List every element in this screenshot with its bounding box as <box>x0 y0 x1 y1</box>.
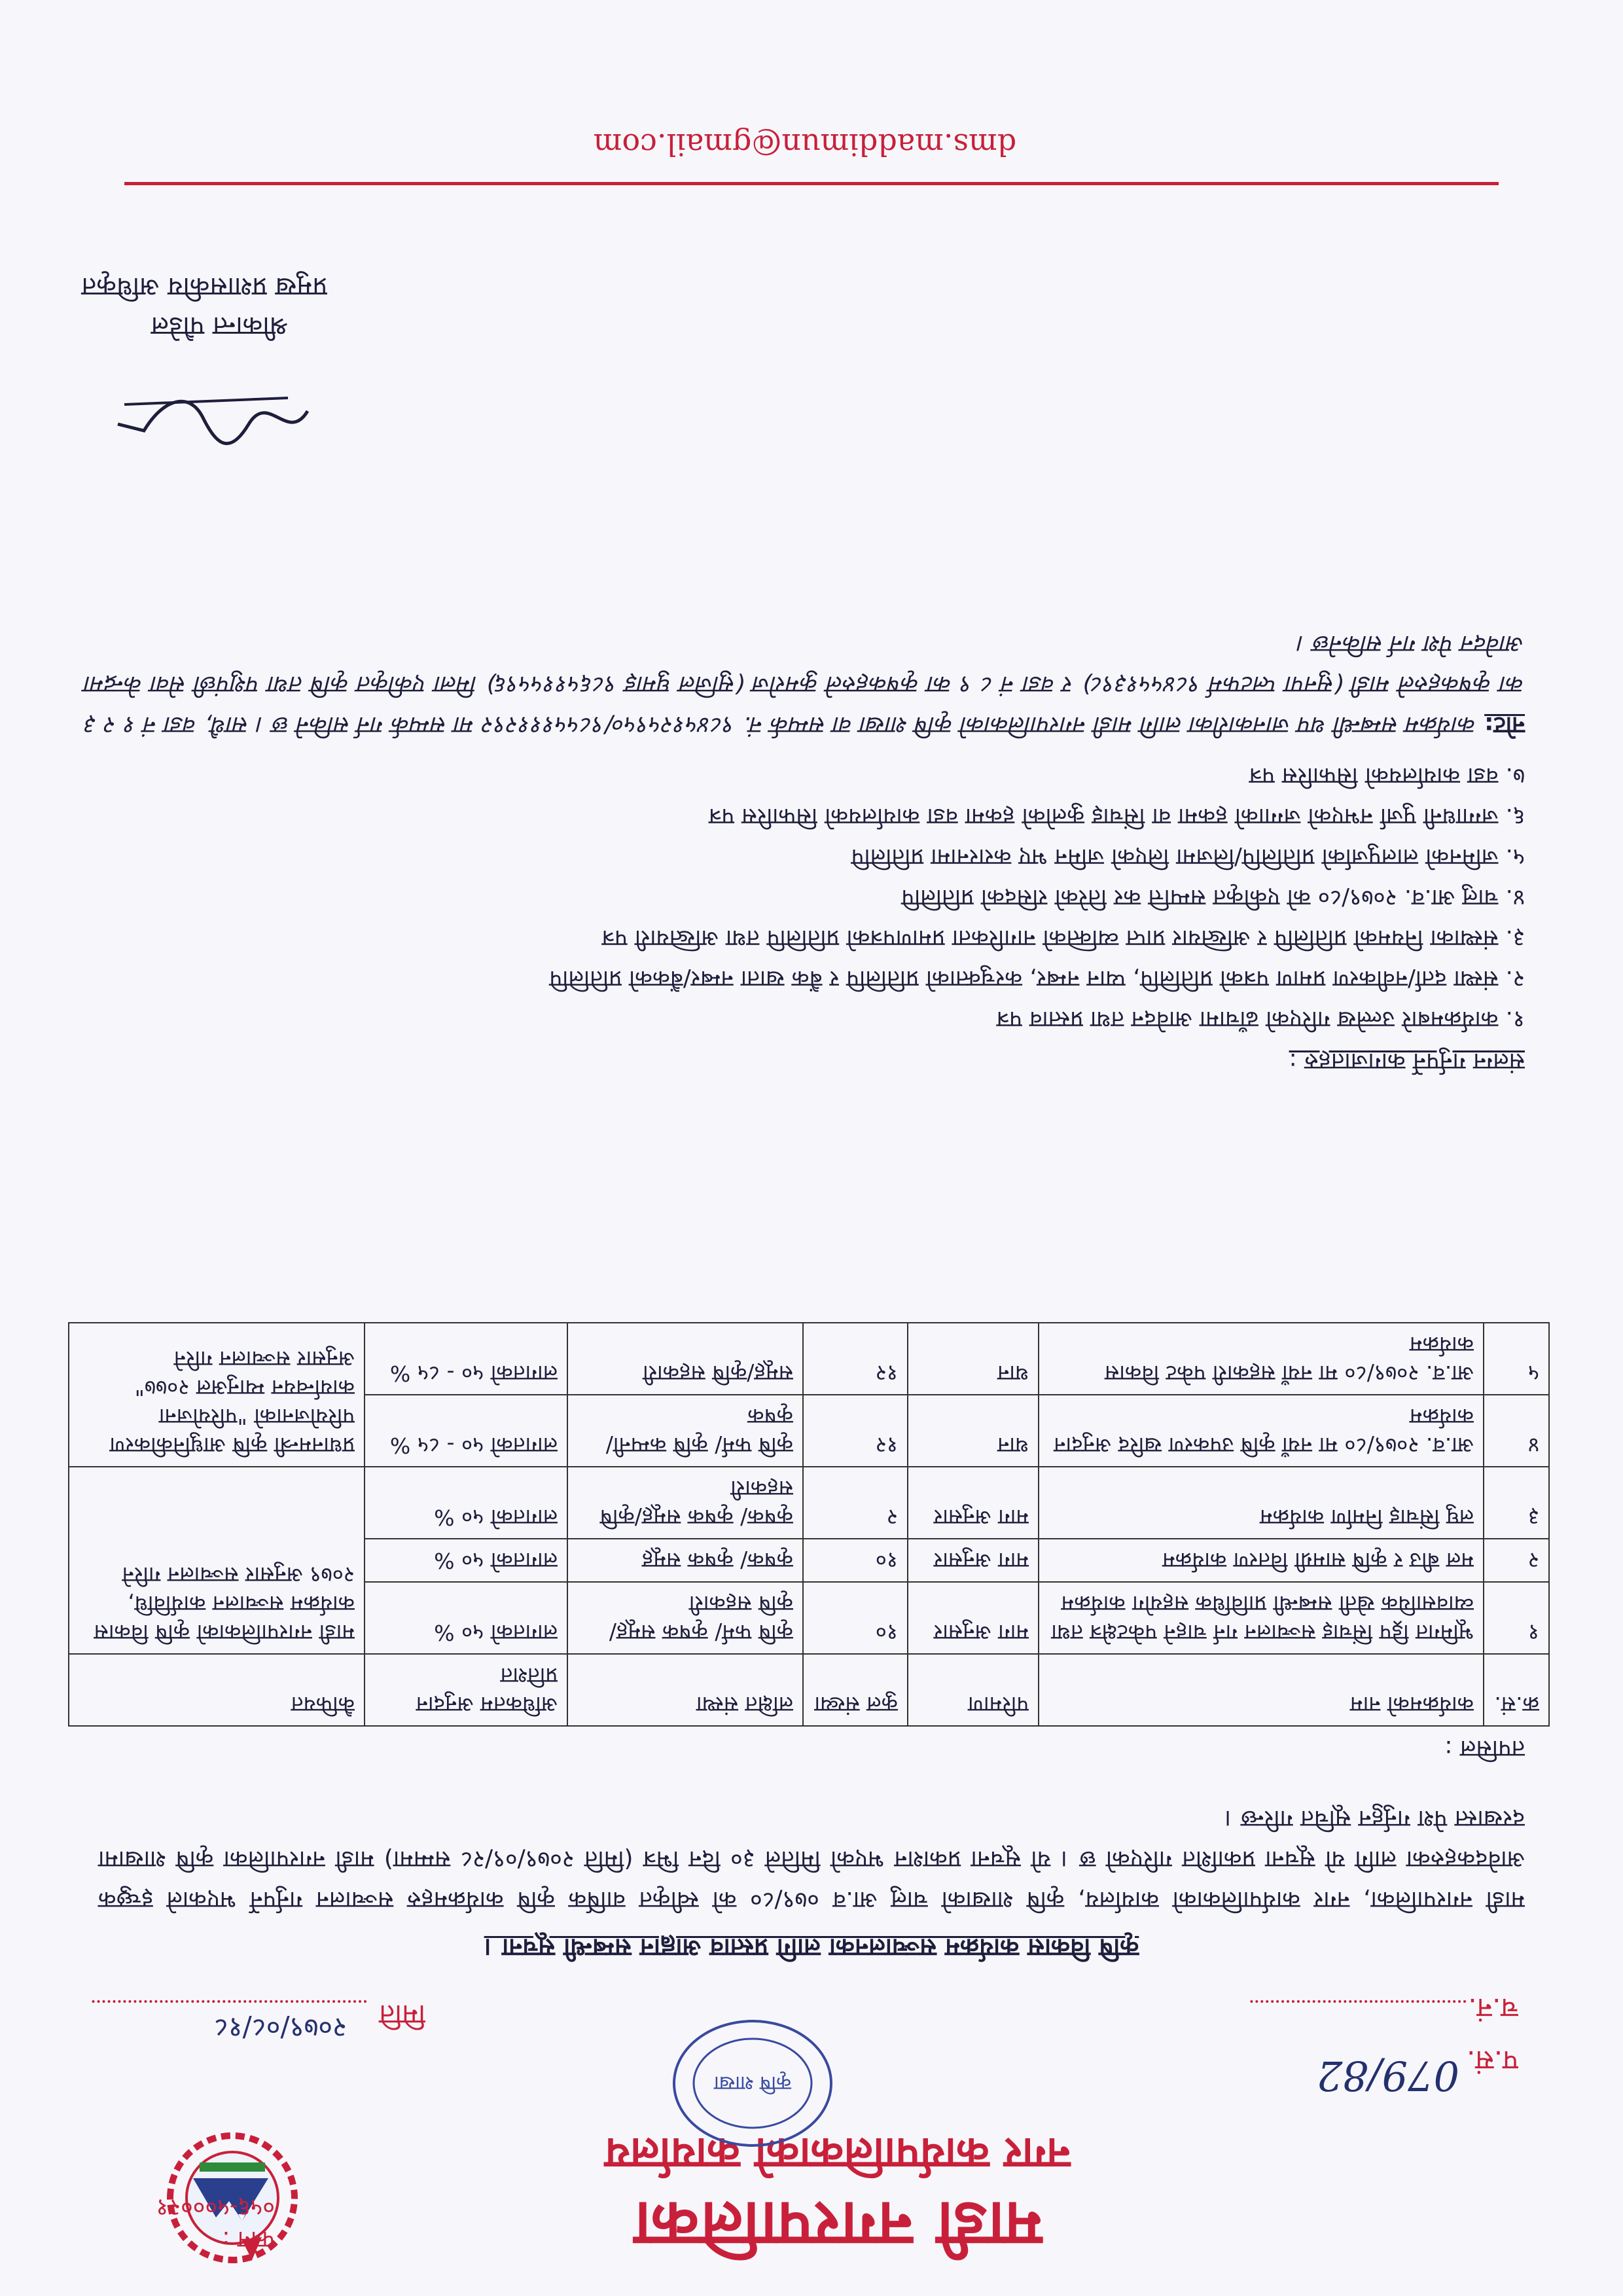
footer-divider <box>124 182 1499 185</box>
cell-name: मल बीउ र कृषि सामग्री वितरण कार्यक्रम <box>1039 1539 1484 1582</box>
document-item: ३. संस्थाका नियमको प्रतिलिपि र अख्तियार प्राप्त व्यक्तिको नागरिकता प्रमाणपत्रको प्रतिलिपि तथा अख्तियारी पत्र <box>601 925 1525 951</box>
notice-intro: माडी नगरपालिका, नगर कार्यपालिकाको कार्यालय, कृषि शाखाको चालु आ.व ०७९/८० को स्वीकृत वार्षिक कृषि कार्यक्रमहरु सञ्चालन गर्नुपर्ने भएकाले इच्छुक आवेदकहरुका लागि यो सूचना प्रकाशित गरिएको छ । यो सूचना प्रकाशन भएको मितिले ३० दिन भित्र (मिति २०७९/०९/२८ सम्ममा) माडी नगरपालिका कृषि शाखामा दरखास्त पेश गर्नुहुन सूचित गरिन्छ । <box>98 1805 1525 1913</box>
signature <box>105 378 314 470</box>
cell-org: कृषक/ कृषक समूह <box>567 1539 803 1582</box>
patra-sankhya-label: प.सं. <box>1467 2045 1518 2077</box>
cell-qty: १० <box>803 1582 908 1654</box>
header-remarks: कैफियत <box>69 1654 365 1726</box>
cell-qty: २ <box>803 1467 908 1539</box>
cell-remarks: प्रधानमन्त्री कृषि आधुनिकीकरण परियोजनाको "परियोजना कार्यान्वयन म्यानुअल २०७७" अनुसार सञ्चालन गरिने <box>69 1323 365 1467</box>
office-seal <box>654 1998 851 2155</box>
cell-name: आ.व. २०७९/८० मा नयाँ कृषि उपकरण खरिद अनुदान कार्यक्रम <box>1039 1395 1484 1467</box>
date-line <box>92 2000 366 2003</box>
cell-sn: ४ <box>1484 1395 1549 1467</box>
cell-unit: थान <box>908 1323 1039 1395</box>
cell-qty: १२ <box>803 1395 908 1467</box>
document-item: ६. जग्गाधनी पुर्जा नभएको जग्गाको हकमा वा सिंचाइ कुलोको हकमा वडा कार्यालयको सिफारिस पत्र <box>708 803 1525 829</box>
note-paragraph <box>85 623 1525 745</box>
documents-list <box>85 755 1525 1039</box>
document-item: ५. जमिनको लालपुर्जाको प्रतिलिपि/लिजमा लिएको जमिन भए करारनामा प्रतिलिपि <box>851 844 1525 870</box>
cell-org: कृषक/ कृषक समूह/कृषि सहकारी <box>567 1467 803 1539</box>
officer-title: प्रमुख प्रशासकीय अधिकृत <box>81 272 327 302</box>
date-label: मिति <box>379 1999 425 2031</box>
cell-unit: माग अनुसार <box>908 1582 1039 1654</box>
program-table <box>68 1322 1550 1727</box>
cell-grant: लागतको ५० - ८५ % <box>365 1323 567 1395</box>
cell-sn: ३ <box>1484 1467 1549 1539</box>
document-item: ४. चालु आ.व. २०७९/८० को एकीकृत सम्पत्ति कर तिरेको रसिदको प्रतिलिपि <box>901 884 1525 910</box>
cell-unit: माग अनुसार <box>908 1467 1039 1539</box>
table-row <box>69 1395 1549 1467</box>
patra-sankhya-value: 079/82 <box>1316 2052 1459 2100</box>
table-row <box>69 1582 1549 1654</box>
officer-name: श्रीकान्त पौडेल <box>151 311 288 341</box>
document-item: २. संस्था दर्ता/नवीकरण प्रमाण पत्रको प्रतिलिपि, प्यान नम्बर, करचुक्ताको प्रतिलिपि र बैंक खाता नम्बर/बैंकको प्रतिलिपि <box>549 965 1525 992</box>
header-qty: कुल संख्या <box>803 1654 908 1726</box>
cell-grant: लागतको ५० % <box>365 1539 567 1582</box>
header-org: लक्षित संस्था <box>567 1654 803 1726</box>
office-name: नगर कार्यपालिकाको कार्यालय <box>605 2128 1071 2179</box>
chalani-label: च.नं. <box>1468 1992 1518 2024</box>
cell-org: समूह/कृषि सहकारी <box>567 1323 803 1395</box>
notice-subject: कृषि विकास कार्यक्रम सञ्चालनका लागि प्रस्ताव आह्वान सम्बन्धी सूचना । <box>484 1933 1139 1962</box>
cell-sn: ५ <box>1484 1323 1549 1395</box>
header-unit: परिमाण <box>908 1654 1039 1726</box>
header-name: कार्यक्रमको नाम <box>1039 1654 1484 1726</box>
cell-org: कृषि फर्म/ कृषि कम्पनी/ कृषक <box>567 1395 803 1467</box>
note-text: कार्यक्रम सम्बन्धी थप जानकारीका लागि माडी नगरपालिकाको कृषि शाखा वा सम्पर्क नं. ९८४५१२५९५०/९८५५१११२९२ मा सम्पर्क गर्न सकिने छ । साथै, वडा नं १ २ ३ का कृषकहरुले माडी (सुनपा प्लटफर्म ९८४५५१३९८) र वडा नं ८ ९ का कृषकहरुले कुमरोज (सुजिल घुमाइ ९८६५११५५९६) मिला एकीकृत कृषि तथा पशुपंछी सेवा केन्द्रमा आवेदन पेश गर्न सकिनेछ । <box>85 630 1525 738</box>
cell-unit: माग अनुसार <box>908 1539 1039 1582</box>
document-item: १. कार्यक्रमबारे उल्लेख गरिएको ढाँचामा आवेदन तथा प्रस्ताव पत्र <box>996 1006 1525 1032</box>
cell-grant: लागतको ५० - ८५ % <box>365 1395 567 1467</box>
cell-name: लघु सिंचाइ निर्माण कार्यक्रम <box>1039 1467 1484 1539</box>
cell-sn: २ <box>1484 1539 1549 1582</box>
header-grant: अधिकतम अनुदान प्रतिशत <box>365 1654 567 1726</box>
document-item: ७. वडा कार्यालयको सिफारिस पत्र <box>1249 762 1525 789</box>
table-header-row <box>69 1654 1549 1726</box>
phone-number: फोन : ०५६-५०००२१ <box>156 2194 275 2253</box>
cell-qty: १२ <box>803 1323 908 1395</box>
cell-grant: लागतको ५० % <box>365 1467 567 1539</box>
seal-text: कृषि शाखा <box>713 2072 792 2094</box>
cell-org: कृषि फर्म/ कृषक समूह/ कृषि सहकारी <box>567 1582 803 1654</box>
cell-sn: १ <box>1484 1582 1549 1654</box>
chalani-line <box>1250 2000 1466 2003</box>
cell-remarks: माडी नगरपालिकाको कृषि विकास कार्यक्रम सञ्चालन कार्यविधि, २०७९ अनुसार सञ्चालन गरिने <box>69 1467 365 1654</box>
table-caption: तपसिल : <box>1444 1735 1525 1762</box>
cell-name: भूमिगत ड्रिप सिंचाइ सञ्चालन गर्न चाहने पकेटक्षेत्र तथा व्यावसायिक खेती सम्बन्धी प्राविधिक सहयोग कार्यक्रम <box>1039 1582 1484 1654</box>
cell-qty: १० <box>803 1539 908 1582</box>
footer-email: dms.maddimun@gmail.com <box>593 127 1017 162</box>
note-label: नोट: <box>1484 711 1525 738</box>
documents-heading: संलग्न गर्नुपर्ने कागजातहरु : <box>1289 1048 1525 1075</box>
org-name: माडी नगरपालिका <box>633 2188 1043 2261</box>
date-value: २०७९/०८/१८ <box>213 2012 347 2044</box>
cell-grant: लागतको ५० % <box>365 1582 567 1654</box>
header-sn: क्र.सं. <box>1484 1654 1549 1726</box>
cell-unit: थान <box>908 1395 1039 1467</box>
cell-name: आ.व. २०७९/८० मा नयाँ सहकारी पकेट विकास कार्यक्रम <box>1039 1323 1484 1395</box>
